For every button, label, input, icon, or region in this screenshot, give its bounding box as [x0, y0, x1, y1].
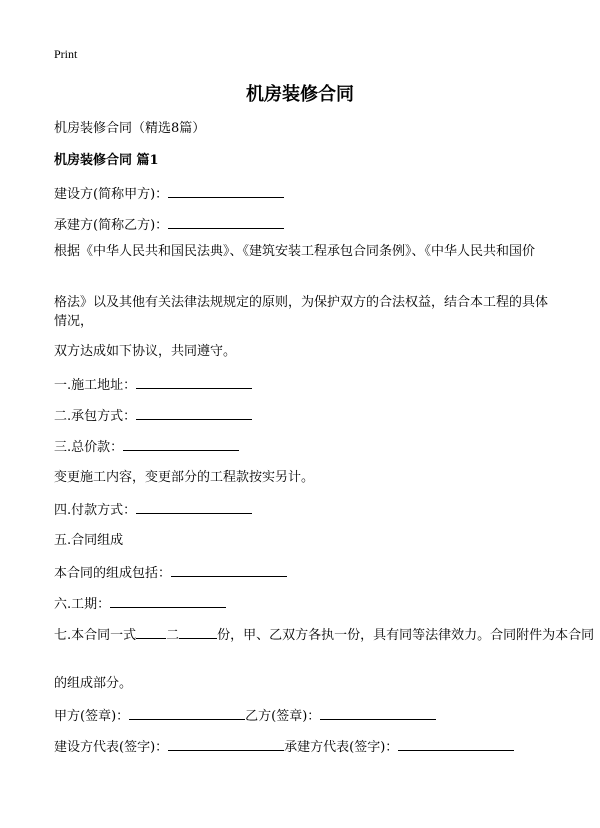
- item-2-blank: [136, 405, 252, 420]
- paragraph-1: 根据《中华人民共和国民法典》、《建筑安装工程承包合同条例》、《中华人民共和国价: [54, 244, 536, 259]
- item-3-row: [54, 436, 554, 457]
- change-note: 变更施工内容，变更部分的工程款按实另计。: [54, 470, 315, 485]
- signature-row: [54, 705, 554, 726]
- item-7-end: 的组成部分。: [54, 676, 133, 691]
- rep-b-blank: [398, 736, 514, 751]
- item-5: 五.合同组成: [54, 533, 124, 548]
- item-1-label: 一.施工地址：: [54, 378, 137, 393]
- item-2-row: [54, 405, 554, 426]
- item-6-blank: [110, 593, 226, 608]
- contract-includes-row: [54, 562, 554, 583]
- item-4-blank: [136, 499, 252, 514]
- contract-includes-label: 本合同的组成包括：: [54, 566, 172, 581]
- item-6-label: 六.工期：: [54, 597, 111, 612]
- representative-row: [54, 736, 554, 757]
- item-3-label: 三.总价款：: [54, 440, 124, 455]
- paragraph-2: 格法》以及其他有关法律法规规定的原则，为保护双方的合法权益，结合本工程的具体情况，: [54, 295, 549, 329]
- item-7-prefix: 七.本合同一式: [54, 628, 137, 643]
- party-a-label: 建设方(简称甲方)：: [54, 187, 169, 202]
- party-b-label: 承建方(简称乙方)：: [54, 218, 169, 233]
- item-7-blank-1: [136, 624, 166, 639]
- sig-b-label: 乙方(签章)：: [245, 709, 321, 724]
- item-7-blank-2: [179, 624, 217, 639]
- party-a-blank: [168, 183, 284, 198]
- item-7-row: [54, 624, 595, 645]
- item-4-row: [54, 499, 554, 520]
- item-2-label: 二.承包方式：: [54, 409, 137, 424]
- party-a-row: [54, 183, 554, 204]
- sig-a-label: 甲方(签章)：: [54, 709, 130, 724]
- sig-a-blank: [129, 705, 245, 720]
- item-6-row: [54, 593, 554, 614]
- print-link[interactable]: Print: [54, 47, 78, 61]
- item-3-blank: [123, 436, 239, 451]
- rep-b-label: 承建方代表(签字)：: [284, 740, 399, 755]
- contract-includes-blank: [171, 562, 287, 577]
- party-b-blank: [168, 214, 284, 229]
- item-7-suffix: 份，甲、乙双方各执一份，具有同等法律效力。合同附件为本合同: [217, 628, 595, 643]
- item-1-blank: [136, 374, 252, 389]
- rep-a-blank: [168, 736, 284, 751]
- item-4-label: 四.付款方式：: [54, 503, 137, 518]
- document-title: 机房装修合同: [246, 84, 354, 105]
- paragraph-3: 双方达成如下协议，共同遵守。: [54, 344, 237, 359]
- sig-b-blank: [320, 705, 436, 720]
- item-7-mid: 二: [166, 628, 180, 643]
- party-b-row: [54, 214, 554, 235]
- rep-a-label: 建设方代表(签字)：: [54, 740, 169, 755]
- item-1-row: [54, 374, 554, 395]
- section-heading: 机房装修合同 篇1: [54, 153, 159, 168]
- document-subtitle: 机房装修合同（精选8篇）: [54, 121, 206, 136]
